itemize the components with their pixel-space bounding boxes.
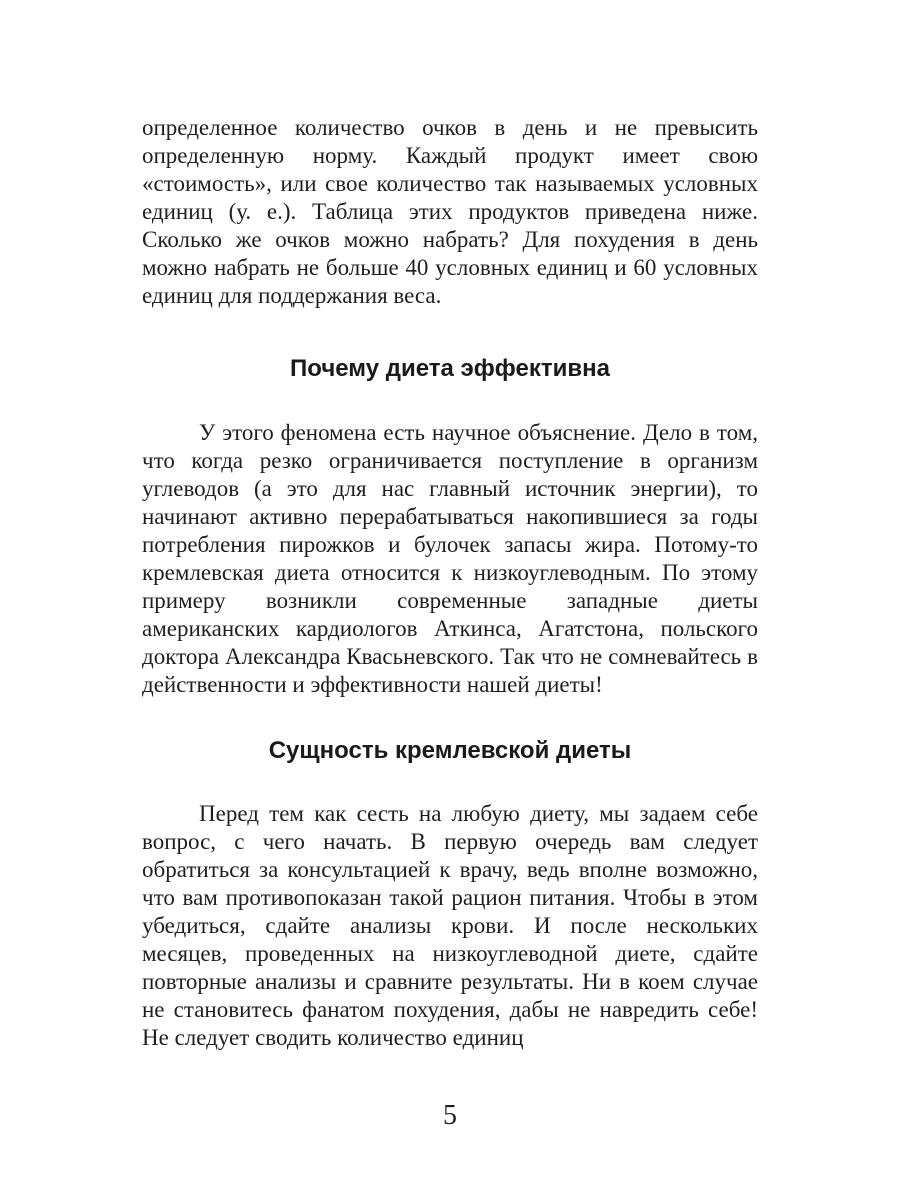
paragraph-before-diet: Перед тем как сесть на любую диету, мы задаем себе вопрос, с чего начать. В первую очередь вам следует обратиться за консультацией к врачу, ведь вполне возможно, что вам противопоказан такой рацион питания. Чтобы в этом убедиться, сдайте анализы крови. И после нескольких месяцев, проведенных на низкоуглеводной диете, сдайте повторные анализы и сравните результаты. Ни в коем случае не становитесь фанатом похудения, дабы не навредить себе! Не следует сводить количество единиц bbox=[142, 801, 758, 1050]
paragraph-continuation: определенное количество очков в день и не превысить определенную норму. Каждый продукт имеет свою «стоимость», или свое количество так называемых условных единиц (у. е.). Таблица этих продуктов приведена ниже. Сколько же очков можно набрать? Для похудения в день можно набрать не больше 40 условных единиц и 60 условных единиц для поддержания веса. bbox=[142, 115, 758, 308]
section-heading-why-effective: Почему диета эффективна bbox=[290, 355, 610, 382]
page-number: 5 bbox=[443, 1100, 457, 1131]
section-heading-essence: Сущность кремлевской диеты bbox=[268, 737, 632, 764]
paragraph-scientific-explanation: У этого феномена есть научное объяснение. Дело в том, что когда резко ограничивается поступление в организм углеводов (а это для нас главный источник энергии), то начинают активно перерабатываться накопившиеся за годы потребления пирожков и булочек запасы жира. Потому-то кремлевская диета относится к низкоуглеводным. По этому примеру возникли современные западные диеты американских кардиологов Аткинса, Агатстона, польского доктора Александра Квасьневского. Так что не сомневайтесь в действенности и эффективности нашей диеты! bbox=[142, 420, 758, 697]
page-body bbox=[142, 114, 758, 1052]
